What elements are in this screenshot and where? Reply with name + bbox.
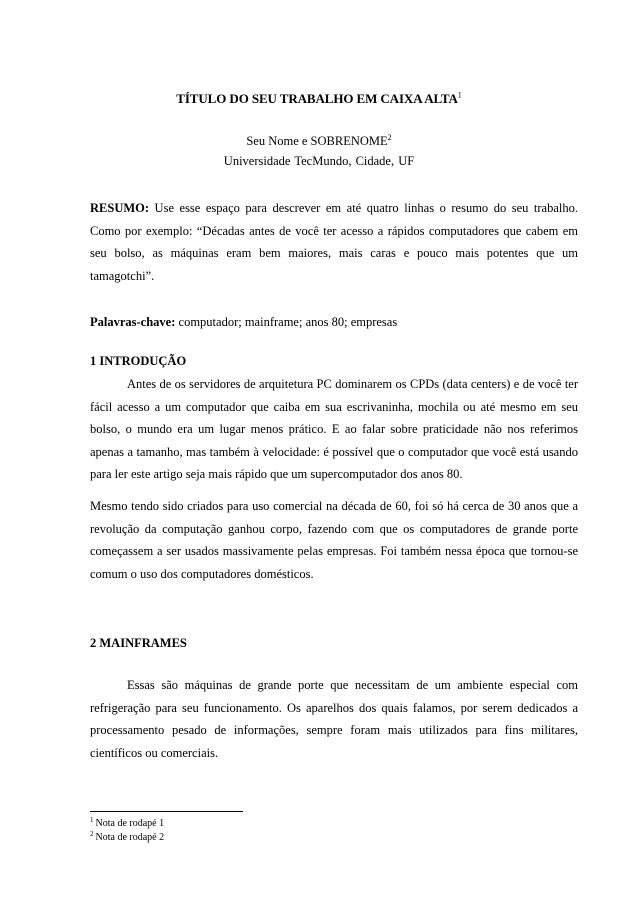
mainframes-paragraph-1: Essas são máquinas de grande porte que necessitam de um ambiente especial com refrigeração para seu funcionamento. Os aparelhos dos quais falamos, por serem dedicados a processamento pesado de informações, sempre foram mais utilizados para fins militares, científicos ou comerciais. [90, 678, 578, 760]
footnote-2 [90, 831, 164, 845]
footnote-2-text: Nota de rodapé 2 [95, 832, 165, 843]
footnote-1-text: Nota de rodapé 1 [95, 818, 165, 829]
abstract-label: RESUMO: [90, 201, 150, 215]
keywords-label: Palavras-chave: [90, 315, 176, 329]
abstract [90, 197, 578, 287]
footnote-1-number: 1 [90, 815, 94, 824]
intro-paragraph-1: Antes de os servidores de arquitetura PC dominarem os CPDs (data centers) e de você ter fácil acesso a um computador que caiba em sua escrivaninha, mochila ou até mesmo em seu bolso, o mundo era um lugar menos prático. E ao falar sobre praticidade não nos referimos apenas a tamanho, mas também à velocidade: é possível que o computador que você está usando para ler este artigo seja mais rápido que um supercomputador dos anos 80. [90, 377, 578, 481]
author-footnote-marker: 2 [387, 132, 392, 142]
section-heading-mainframes: 2 MAINFRAMES [90, 636, 187, 650]
intro-paragraph-2: Mesmo tendo sido criados para uso comercial na década de 60, foi só há cerca de 30 anos que a revolução da computação ganhou corpo, fazendo com que os computadores de grande porte começassem a ser usados massivamente pelas empresas. Foi também nessa época que tornou-se comum o uso dos computadores domésticos. [90, 499, 578, 581]
footnote-2-number: 2 [90, 829, 94, 838]
paper-title [0, 91, 638, 107]
title-footnote-marker: 1 [457, 90, 462, 100]
footnote-1 [90, 817, 164, 831]
author-name: Seu Nome e SOBRENOME [246, 134, 388, 148]
abstract-text: Use esse espaço para descrever em até quatro linhas o resumo do seu trabalho. Como por exemplo: “Décadas antes de você ter acesso a rápidos computadores que cabem em seu bolso, as máquinas eram bem maiores, mais caras e pouco mais potentes que um tamagotchi”. [90, 201, 578, 283]
keywords-text: computador; mainframe; anos 80; empresas [175, 315, 398, 329]
keywords [90, 311, 578, 334]
title-text: TÍTULO DO SEU TRABALHO EM CAIXA ALTA [176, 91, 458, 106]
section-heading-introduction: 1 INTRODUÇÃO [90, 354, 187, 368]
footnote-separator [90, 811, 243, 812]
author-line [0, 134, 638, 149]
affiliation: Universidade TecMundo, Cidade, UF [223, 154, 415, 168]
